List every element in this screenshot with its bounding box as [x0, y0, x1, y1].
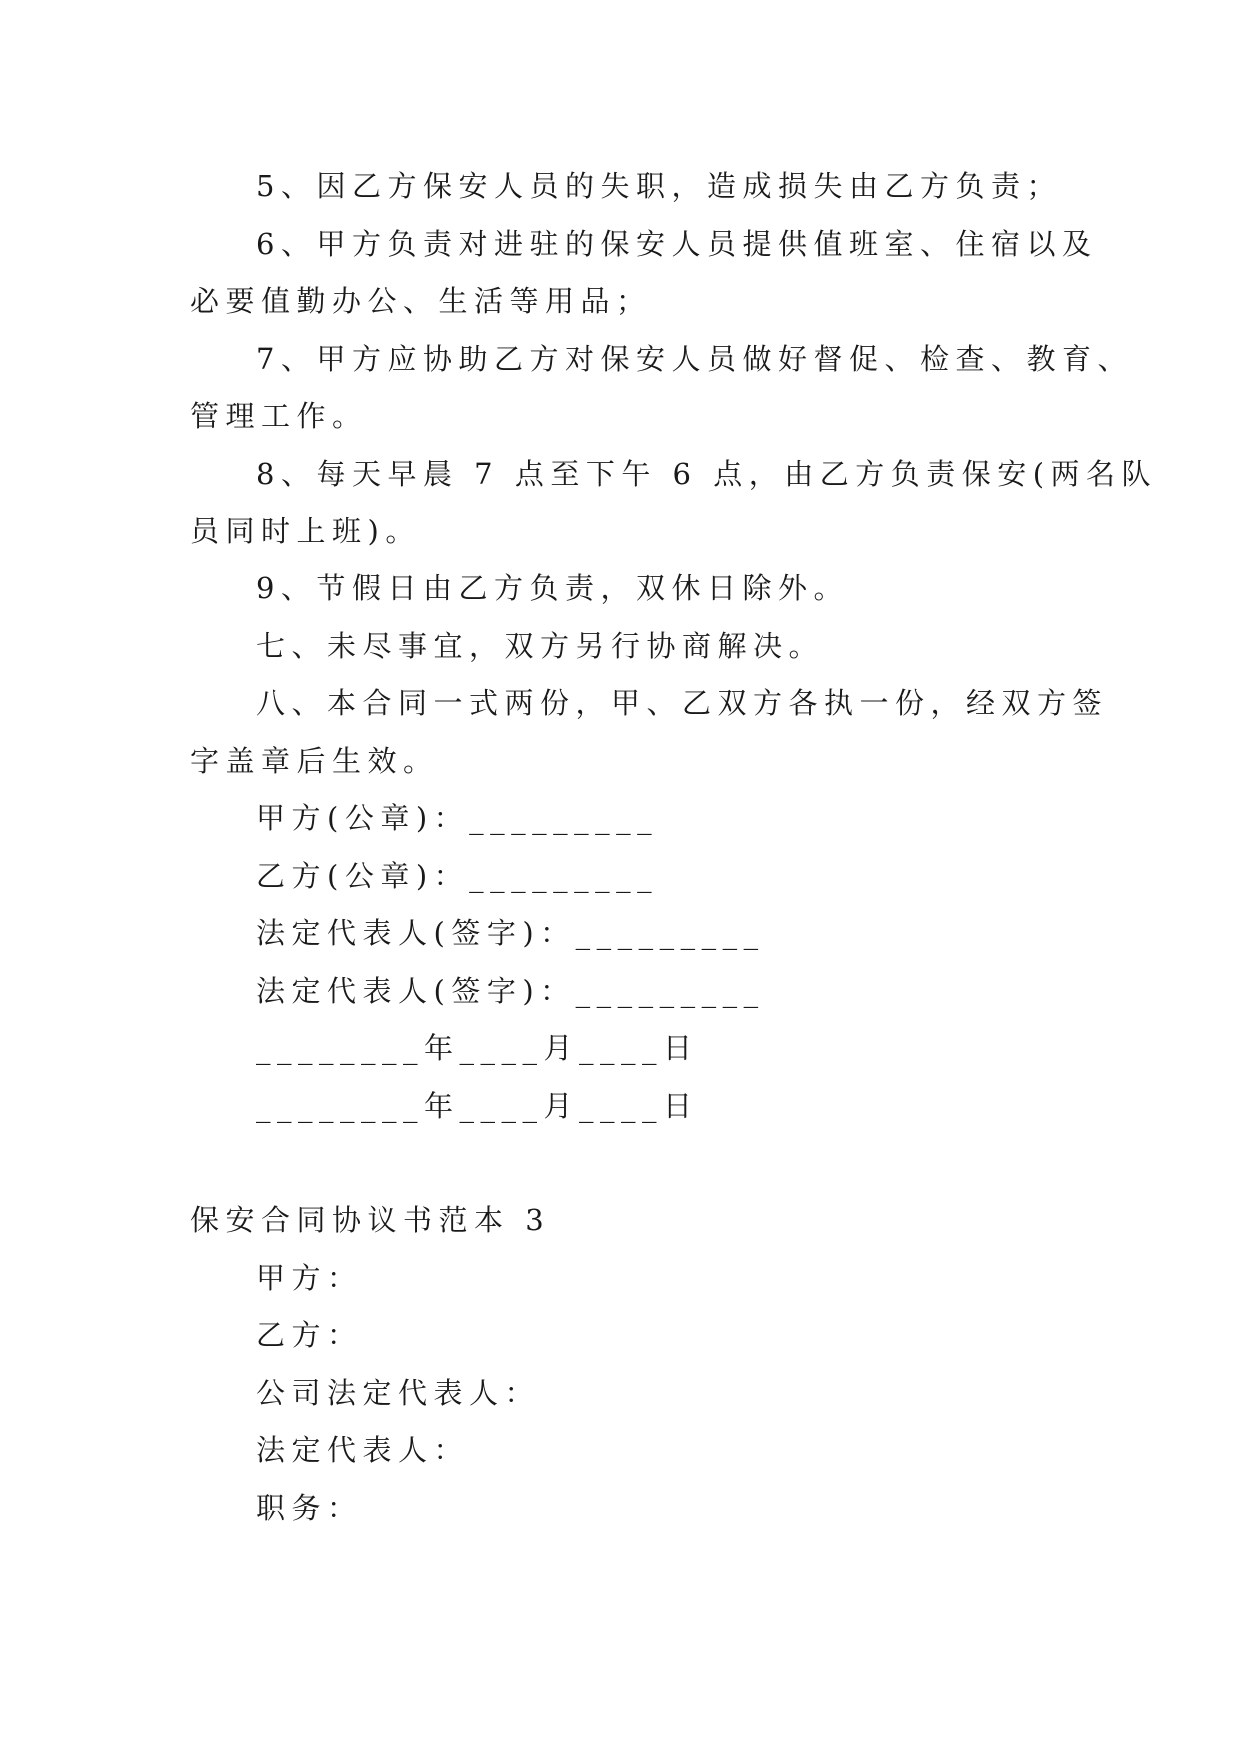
legal-rep-signature-1: 法定代表人(签字)：_________ [256, 916, 765, 950]
position-label: 职务： [256, 1491, 363, 1525]
clause-8-line-1: 8、每天早晨 7 点至下午 6 点，由乙方负责保安(两名队 [256, 457, 1158, 491]
legal-rep-signature-2: 法定代表人(签字)：_________ [256, 974, 765, 1008]
clause-7-line-1: 7、甲方应协助乙方对保安人员做好督促、检查、教育、 [256, 342, 1133, 376]
date-line-2: ________年____月____日 [256, 1089, 699, 1123]
clause-5: 5、因乙方保安人员的失职，造成损失由乙方负责； [256, 169, 1062, 203]
clause-7-line-2: 管理工作。 [190, 399, 368, 433]
party-b-seal: 乙方(公章)：_________ [256, 859, 659, 893]
date-line-1: ________年____月____日 [256, 1031, 699, 1065]
article-8-line-1: 八、本合同一式两份，甲、乙双方各执一份，经双方签 [256, 686, 1109, 720]
company-legal-rep-label: 公司法定代表人： [256, 1376, 541, 1410]
clause-9: 9、节假日由乙方负责，双休日除外。 [256, 571, 849, 605]
clause-6-line-2: 必要值勤办公、生活等用品； [190, 284, 652, 318]
article-8-line-2: 字盖章后生效。 [190, 744, 439, 778]
article-7: 七、未尽事宜，双方另行协商解决。 [256, 629, 825, 663]
legal-rep-label: 法定代表人： [256, 1433, 470, 1467]
clause-8-line-2: 员同时上班)。 [190, 514, 421, 548]
party-b-label: 乙方： [256, 1318, 363, 1352]
clause-6-line-1: 6、甲方负责对进驻的保安人员提供值班室、住宿以及 [256, 227, 1098, 261]
party-a-label: 甲方： [256, 1261, 363, 1295]
section-title: 保安合同协议书范本 3 [190, 1203, 551, 1237]
party-a-seal: 甲方(公章)：_________ [256, 801, 659, 835]
